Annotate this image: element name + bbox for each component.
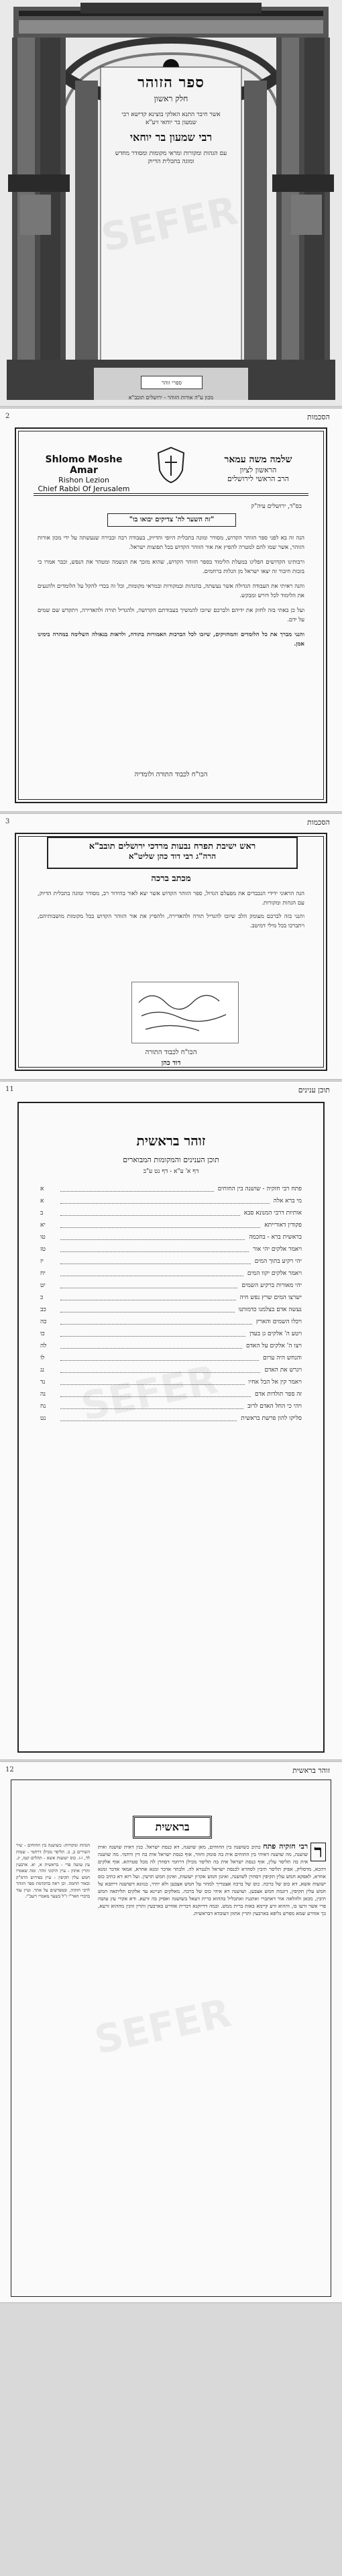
main-text-page (0, 1762, 342, 2302)
letter-subject: "זה השער לה' צדיקים יבואו בו" (107, 513, 236, 527)
approbation-closing: הכו"ח לכבוד התורה (145, 1049, 197, 1056)
toc-item[interactable] (40, 1339, 302, 1351)
toc-leader-dots (60, 1186, 214, 1192)
toc-item-label: יהי מאורות ברקיע השמים (241, 1282, 302, 1289)
toc-item-label: ויהי כי החל האדם לרוב (247, 1402, 302, 1410)
toc-item[interactable] (40, 1376, 302, 1388)
toc-item[interactable] (40, 1363, 302, 1376)
letter-signature: הכו"ח לכבוד התורה ולומדיה (134, 771, 208, 778)
letter-body (38, 533, 304, 654)
toc-item-page: טו (40, 1233, 46, 1241)
emblem-icon (156, 446, 186, 484)
toc-item-page: טז (40, 1245, 46, 1253)
commentary-column (16, 1843, 90, 2293)
approbation-paragraph: והנני בזה לברכם מעומק הלב שיזכו להגדיל תורה ולהאדירה, ולהפיץ את אור הזוהר הקדוש בכל מקומות מושבותיהם, ויתברכו בכל מילי דמיטב. (38, 913, 304, 929)
toc-item[interactable] (40, 1182, 302, 1194)
main-text-column (98, 1843, 326, 2293)
toc-item-page: לו (40, 1354, 45, 1361)
toc-item-label: ויאמר אלקים יהי אור (253, 1245, 302, 1253)
toc-item-label: והנחש היה ערום (263, 1354, 302, 1361)
toc-title: זוהר בראשית (136, 1133, 206, 1149)
toc-item-page: א (40, 1185, 44, 1192)
rabbi-title-en-2: Chief Rabbi Of Jerusalem (38, 484, 130, 493)
toc-item-page: א (40, 1197, 44, 1204)
drop-letter: ר (310, 1843, 326, 1861)
toc-item-label: ויטע ה' אלקים גן בעדן (249, 1330, 302, 1337)
toc-item-label: סליקו להון פרשת בראשית (241, 1414, 302, 1422)
toc-item[interactable] (40, 1231, 302, 1243)
toc-item-label: מי ברא אלה (273, 1197, 302, 1204)
rabbi-name-en: Shlomo Moshe Amar (45, 454, 123, 476)
toc-leader-dots (60, 1343, 242, 1349)
toc-item-label: ויגרש את האדם (264, 1366, 302, 1374)
approbation-header (47, 837, 298, 869)
volume-label: חלק ראשון (154, 94, 188, 103)
toc-leader-dots (60, 1210, 240, 1216)
toc-leader-dots (60, 1415, 237, 1421)
toc-item-page: יח (40, 1270, 46, 1277)
toc-item-label: ויאמר אלקים יקוו המים (247, 1270, 302, 1277)
yeshiva-line: ראש ישיבת תפרח נבעות מרדכי ירושלים תובב"א (89, 841, 256, 852)
lead-words: רבי חזקיה פתח (263, 1842, 308, 1851)
toc-item[interactable] (40, 1303, 302, 1315)
approbation-body (38, 889, 304, 935)
letterhead-english (34, 454, 134, 493)
publisher-line: מכון ע"ה אורות הזוהר - ירושלים תובב"א (128, 395, 214, 401)
toc-item[interactable] (40, 1291, 302, 1303)
toc-leader-dots (60, 1258, 251, 1264)
toc-leader-dots (60, 1270, 243, 1276)
toc-range: דף א' ע"א - דף נט ע"ב (143, 1168, 199, 1175)
running-head: זוהר בראשית (292, 1766, 330, 1775)
toc-item-page: כב (40, 1306, 46, 1313)
letter-paragraph: והנה ראיתי את העבודה הגדולה אשר נעשתה, בהגהות ובמקורות ובמראי מקומות, וכל זה בכדי להקל על הלומדים ולהנעים את הלימוד לכל דורש ומבקש. (38, 583, 304, 599)
toc-item[interactable] (40, 1351, 302, 1363)
approbation-page (0, 814, 342, 1079)
arch-illustration (0, 0, 342, 406)
toc-item-label: נעשה אדם בצלמנו כדמותנו (238, 1306, 302, 1313)
toc-item[interactable] (40, 1206, 302, 1219)
toc-item[interactable] (40, 1255, 302, 1267)
toc-item-label: אותיות דרבי המנונא סבא (243, 1209, 302, 1217)
toc-item-label: זה ספר תולדות אדם (255, 1390, 302, 1398)
toc-item-page: נח (40, 1402, 46, 1410)
toc-leader-dots (60, 1222, 260, 1228)
toc-item[interactable] (40, 1400, 302, 1412)
book-description: אשר חיבר התנא האלקי בוצינא קדישא רבי שמעון בר יוחאי זיע"א (121, 111, 221, 127)
watermark: SEFER (77, 1356, 222, 1430)
rabbi-title-en-1: Rishon Lezion (58, 476, 109, 484)
toc-subtitle: תוכן הענינים והמקומות המבוארים (123, 1155, 219, 1164)
page-number: 3 (5, 818, 10, 825)
running-head: תוכן ענינים (298, 1086, 330, 1094)
toc-item-page: כו (40, 1330, 45, 1337)
toc-item-page: כ (40, 1294, 44, 1301)
toc-leader-dots (60, 1198, 270, 1204)
toc-page (0, 1082, 342, 1759)
publisher-logo: ספרי זוהר (141, 376, 203, 389)
toc-leader-dots (60, 1246, 249, 1252)
edition-notes: עם הגהות ומקורות ומראי מקומות ומסודר מחדש ומוגה בתכלית הדיוק (115, 150, 227, 166)
toc-leader-dots (60, 1355, 259, 1361)
toc-item-page: נד (40, 1378, 46, 1386)
toc-leader-dots (60, 1391, 251, 1397)
approbation-paragraph: הנה הראוני ידידי הנכבדים את מפעלם הגדול, ספר הזוהר הקדוש אשר יצא לאור בהידור רב, מסודר ומוגה בתכלית הדיוק, עם הגהות ומקורות. (38, 890, 304, 907)
toc-item-label: ויכלו השמים והארץ (255, 1318, 302, 1325)
toc-item-page: כה (40, 1318, 47, 1325)
approbation-signer: דוד כהן (161, 1060, 181, 1067)
letter-paragraph: והנני מברך את כל הלומדים והמחזיקים, שיזכו לכל הברכות האמורות בתורה, ולראות בגאולה השלימה במהרה בימינו אמן. (38, 631, 304, 648)
toc-item[interactable] (40, 1388, 302, 1400)
rabbi-name-he: שלמה משה עמאר (224, 454, 292, 465)
toc-item-label: ויאמר קין אל הבל אחיו (248, 1378, 302, 1386)
toc-leader-dots (60, 1319, 252, 1325)
toc-item-page: ב (40, 1209, 44, 1217)
toc-item[interactable] (40, 1243, 302, 1255)
toc-list (40, 1182, 302, 1424)
letter-date: בס"ד, ירושלים עיה"ק (251, 503, 302, 510)
divider (34, 495, 308, 496)
rabbi-title-he-1: הראשון לציון (239, 466, 277, 474)
toc-item-label: בראשית ברא - בחכמה (249, 1233, 302, 1241)
toc-item-page: נה (40, 1390, 46, 1398)
letter-paragraph: ועל כן באתי בזה לחזק את ידיהם ולברכם שיזכו להמשיך בעבודתם הקדושה, ולהגדיל תורה ולהאדירה, ויתקדש שם שמים על ידם. (38, 607, 304, 623)
toc-item[interactable] (40, 1315, 302, 1327)
toc-item-page: נט (40, 1414, 46, 1422)
book-title: ספר הזוהר (137, 74, 205, 91)
main-text: כתיב כשושנה בין החוחים, מאן שושנה, דא כנסת ישראל. בגין דאית שושנה ואית שושנה, מה שושנה דאיהי בין החוחים אית בה סומק וחוור, אוף כנסת ישראל אית בה דין ורחמי. מה שושנה אית בה תליסר עלין, אוף כנסת ישראל אית בה תליסר מכילן דרחמי דסחרן לה מכל סטרהא. אוף אלקים דהכא, מדסליק, אפיק תליסר תיבין לסחרא לכנסת ישראל ולנטרא לה. ולבתר אדכר זמנא אחרא, אמאי אדכר זמנא אחרא, לאפקא חמש עלין תקיפין דסחרן לשושנה, ואינון חמש אקרון ישועות, ואינון חמש תרעין. ועל רזא דא כתיב כוס ישועות אשא, דא כוס של ברכה. כוס של ברכה אצטריך למהוי על חמש אצבען ולא יתיר, כגוונא דשושנה דיתבא על חמש עלין תקיפין, דוגמת חמש אצבען. ושושנה דא איהי כוס של ברכה. מאלקים תניינא עד אלקים תליתאה חמש תיבין, מכאן ולהלאה אור דאתברי ואתגניז ואתכליל בההוא ברית דעאל בשושנה ואפיק בה זרעא. ודא אקרי עץ עושה פרי אשר זרעו בו, וההוא זרע קיימא באות ברית ממש. וכמה דדיוקנא דברית אזדרע בארבעין ותרין זווגין מההוא זרעא, כך אזדרע שמא מפרש גליפא בארבעין ותרין אתוון דעובדא דבראשית. (98, 1844, 326, 1916)
divider (34, 493, 308, 494)
page-number: 2 (5, 413, 10, 420)
toc-item-page: נג (40, 1366, 44, 1374)
handwritten-signature (131, 982, 239, 1043)
toc-leader-dots (60, 1379, 245, 1385)
letterhead-hebrew (208, 454, 308, 483)
toc-item[interactable] (40, 1219, 302, 1231)
toc-item-page: יט (40, 1282, 46, 1289)
toc-item-label: ויצו ה' אלקים על האדם (245, 1342, 302, 1349)
letter-page (0, 409, 342, 811)
toc-leader-dots (60, 1282, 237, 1288)
toc-item-label: פתח רבי חזקיה - שושנה בין החוחים (217, 1185, 302, 1192)
author-name: רבי שמעון בר יוחאי (129, 131, 213, 144)
page-number: 11 (5, 1086, 14, 1093)
toc-leader-dots (60, 1294, 236, 1300)
watermark: SEFER (91, 1990, 235, 2063)
approbation-subtitle: מכתב ברכה (151, 874, 191, 884)
toc-leader-dots (60, 1367, 260, 1373)
page-number: 12 (5, 1766, 14, 1773)
running-head: הסכמות (306, 818, 330, 827)
toc-item[interactable] (40, 1327, 302, 1339)
title-block (114, 74, 228, 166)
letter-paragraph: ורבותינו הקדושים הפליגו במעלת הלימוד בספר הזוהר הקדוש, שהוא מזכך את הנשמה ומטהר את הנפש, וכבר אמרו כי בזכות חיבור זה יצאו ישראל מן הגלות ברחמים. (38, 559, 304, 575)
letter-paragraph: הנה זה בא לפני ספר הזוהר הקדוש, מסודר ומוגה בתכלית היופי והדיוק, בעבודה רבה וכבירה שנעשתה על ידי מכון אורות הזוהר, אשר שמו להם למטרה להפיץ את אור הזוהר הקדוש בכל תפוצות ישראל. (38, 535, 304, 551)
toc-item[interactable] (40, 1279, 302, 1291)
toc-item-label: פקודין דאורייתא (264, 1221, 302, 1229)
parasha-heading: בראשית (133, 1816, 212, 1839)
signature-scribble (132, 982, 238, 1043)
toc-item[interactable] (40, 1267, 302, 1279)
toc-leader-dots (60, 1306, 235, 1312)
toc-item[interactable] (40, 1412, 302, 1424)
title-page (0, 0, 342, 406)
rabbi-line: הרה"ג רבי דוד כהן שליט"א (128, 852, 217, 861)
toc-leader-dots (60, 1403, 243, 1409)
toc-item-page: יא (40, 1221, 46, 1229)
rabbi-title-he-2: הרב הראשי לירושלים (227, 474, 289, 483)
commentary-text: הגהות ומקורות: כשושנה בין החוחים - שיר השירים ב, ב. תליסר מכילן דרחמי - שמות לד, ו-ז. כוס ישועות אשא - תהלים קטז, יג. עץ עושה פרי - בראשית א, יא. ארבעין ותרין אתוון - עיין תיקוני זוהר. ומה שאמרו חמש עלין תקיפין - עיין בפירוש הרמ"ק ובאור החמה. וכן ראה בהקדמת ספר הזוהר לרבי חזקיה, ובמפרשים על אתר. ועיין עוד בדברי האר"י ז"ל בשער מאמרי רשב"י. (16, 1843, 90, 1899)
toc-leader-dots (60, 1331, 245, 1337)
running-head: הסכמות (306, 413, 330, 421)
toc-item-page: לה (40, 1342, 47, 1349)
toc-item[interactable] (40, 1194, 302, 1206)
toc-item-page: יז (40, 1257, 44, 1265)
toc-item-label: יהי רקיע בתוך המים (254, 1257, 302, 1265)
toc-leader-dots (60, 1234, 245, 1240)
toc-item-label: ישרצו המים שרץ נפש חיה (239, 1294, 302, 1301)
